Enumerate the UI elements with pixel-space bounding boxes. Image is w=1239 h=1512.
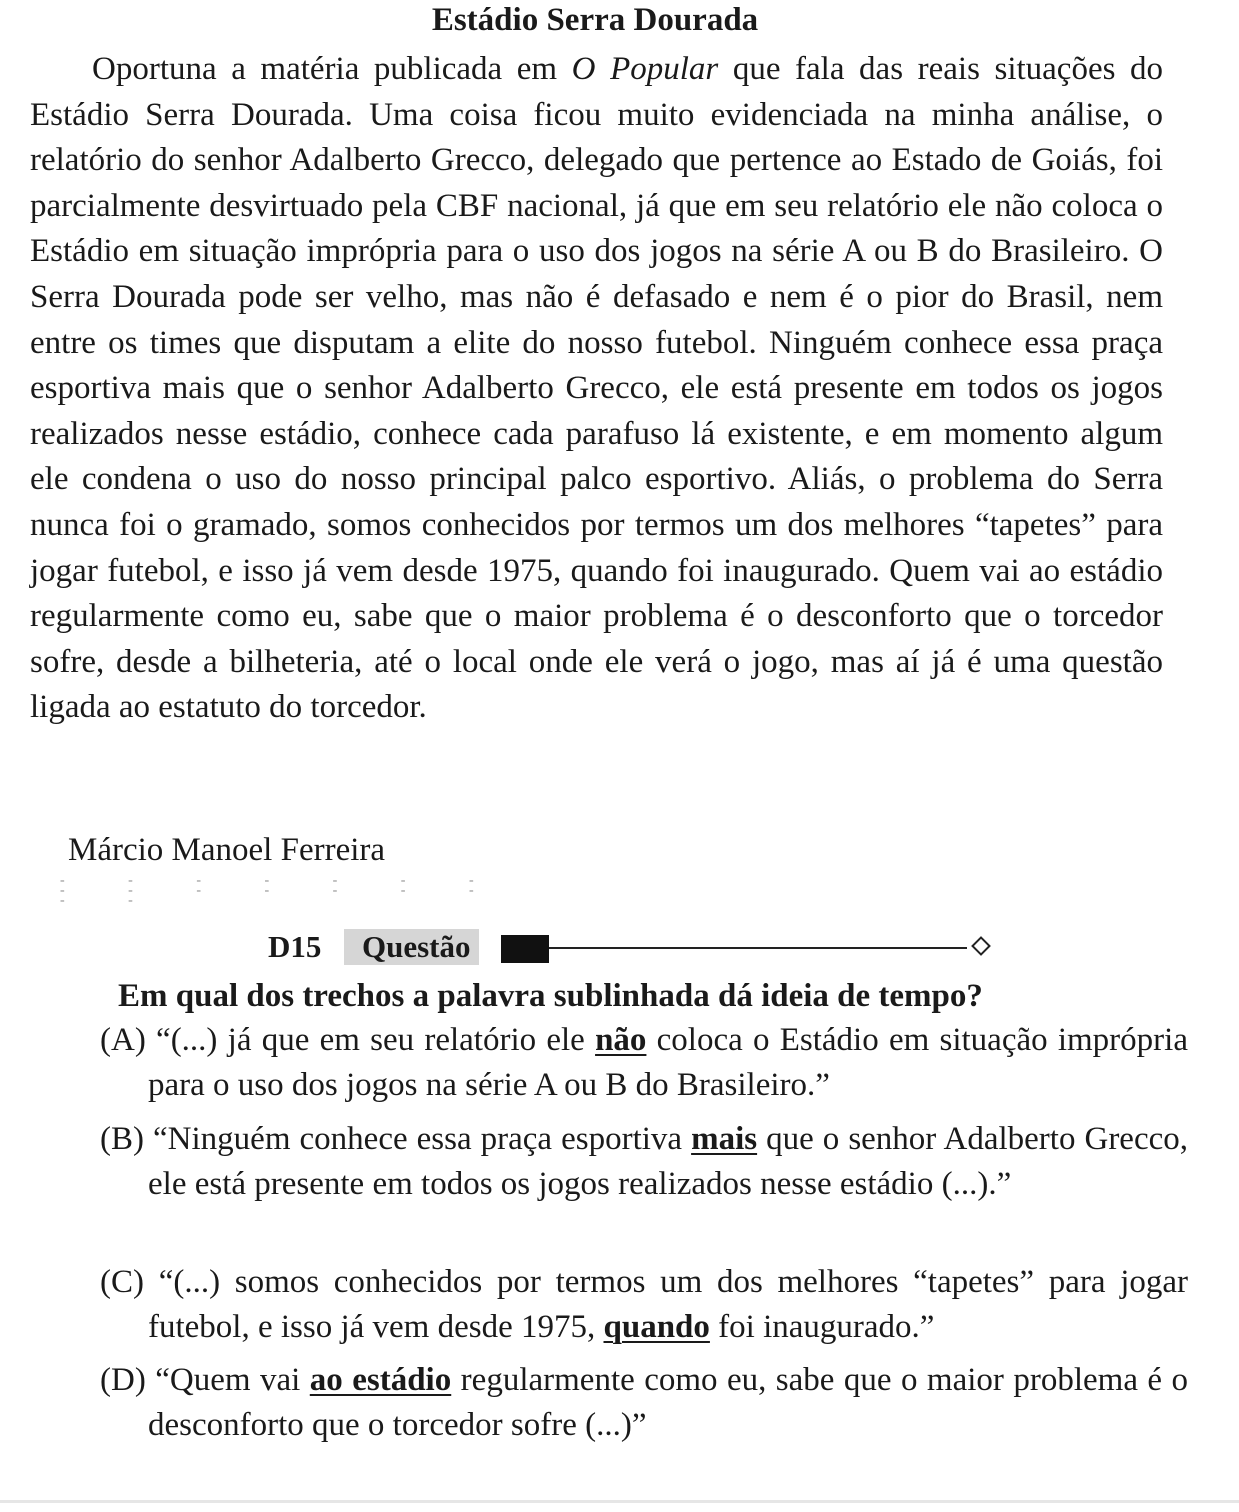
option-text-before: “(...) somos conhecidos por termos um dos melhores “tapetes” para jogar futebol, e isso já vem desde 1975, (148, 1264, 1188, 1345)
bottom-rule (0, 1500, 1239, 1503)
question-code: D15 (268, 929, 322, 964)
article-title: Estádio Serra Dourada (431, 2, 759, 38)
header-rule (549, 947, 967, 949)
option-c[interactable] (100, 1260, 1188, 1349)
option-letter: (B) (100, 1121, 144, 1157)
option-letter: (D) (100, 1362, 146, 1398)
underlined-word: mais (691, 1121, 758, 1157)
option-text-after: regularmente como eu, sabe que o maior problema é o desconforto que o torcedor sofre (...)” (148, 1362, 1189, 1443)
underlined-word: não (595, 1022, 647, 1058)
option-b[interactable] (100, 1117, 1188, 1206)
article-text-rest: que fala das reais situações do Estádio Serra Dourada. Uma coisa ficou muito evidenciada na minha análise, o relatório do senhor Adalberto Grecco, delegado que pertence ao Estado de Goiás, foi parcialmente desvirtuado pela CBF nacional, já que em seu relatório ele não coloca o Estádio em situação imprópria para o uso dos jogos na série A ou B do Brasileiro. O Serra Dourada pode ser velho, mas não é defasado e nem é o pior do Brasil, nem entre os times que disputam a elite do nosso futebol. Ninguém conhece essa praça esportiva mais que o senhor Adalberto Grecco, ele está presente em todos os jogos realizados nesse estádio, conhece cada parafuso lá existente, e em momento algum ele condena o uso do nosso principal palco esportivo. Aliás, o problema do Serra nunca foi o gramado, somos conhecidos por termos um dos melhores “tapetes” para jogar futebol, e isso já vem desde 1975, quando foi inaugurado. Quem vai ao estádio regularmente como eu, sabe que o maior problema é o desconforto que o torcedor sofre, desde a bilheteria, até o local onde ele verá o jogo, mas aí já é uma questão ligada ao estatuto do torcedor. (30, 51, 1164, 726)
option-text-before: “(...) já que em seu relatório ele (156, 1022, 596, 1058)
underlined-word: quando (603, 1308, 710, 1345)
question-header (268, 927, 1028, 967)
option-text-before: “Ninguém conhece essa praça esportiva (153, 1121, 692, 1157)
article-text-start: Oportuna a matéria publicada em (92, 51, 572, 87)
option-text-after: que o senhor Adalberto Grecco, ele está presente em todos os jogos realizados nesse estádio (...).” (148, 1121, 1188, 1202)
cut-off-line: - - - - - - - - - - - - - - - - (60, 873, 504, 908)
option-a[interactable] (100, 1018, 1188, 1107)
question-label: Questão (344, 929, 479, 965)
diamond-icon (971, 936, 991, 956)
article-author: Márcio Manoel Ferreira (68, 832, 386, 868)
option-text-after: coloca o Estádio em situação imprópria para o uso dos jogos na série A ou B do Brasileiro.” (148, 1022, 1188, 1103)
option-d[interactable] (100, 1358, 1188, 1447)
underlined-word: ao estádio (309, 1362, 452, 1398)
option-letter: (C) (100, 1264, 144, 1300)
option-text-before: “Quem vai (155, 1362, 310, 1398)
article-body (30, 47, 1163, 731)
option-letter: (A) (100, 1022, 146, 1058)
option-text-after: foi inaugurado.” (709, 1308, 935, 1345)
question-prompt: Em qual dos trechos a palavra sublinhada dá ideia de tempo? (118, 978, 983, 1014)
newspaper-name: O Popular (571, 51, 719, 87)
header-block-decoration (501, 935, 549, 963)
